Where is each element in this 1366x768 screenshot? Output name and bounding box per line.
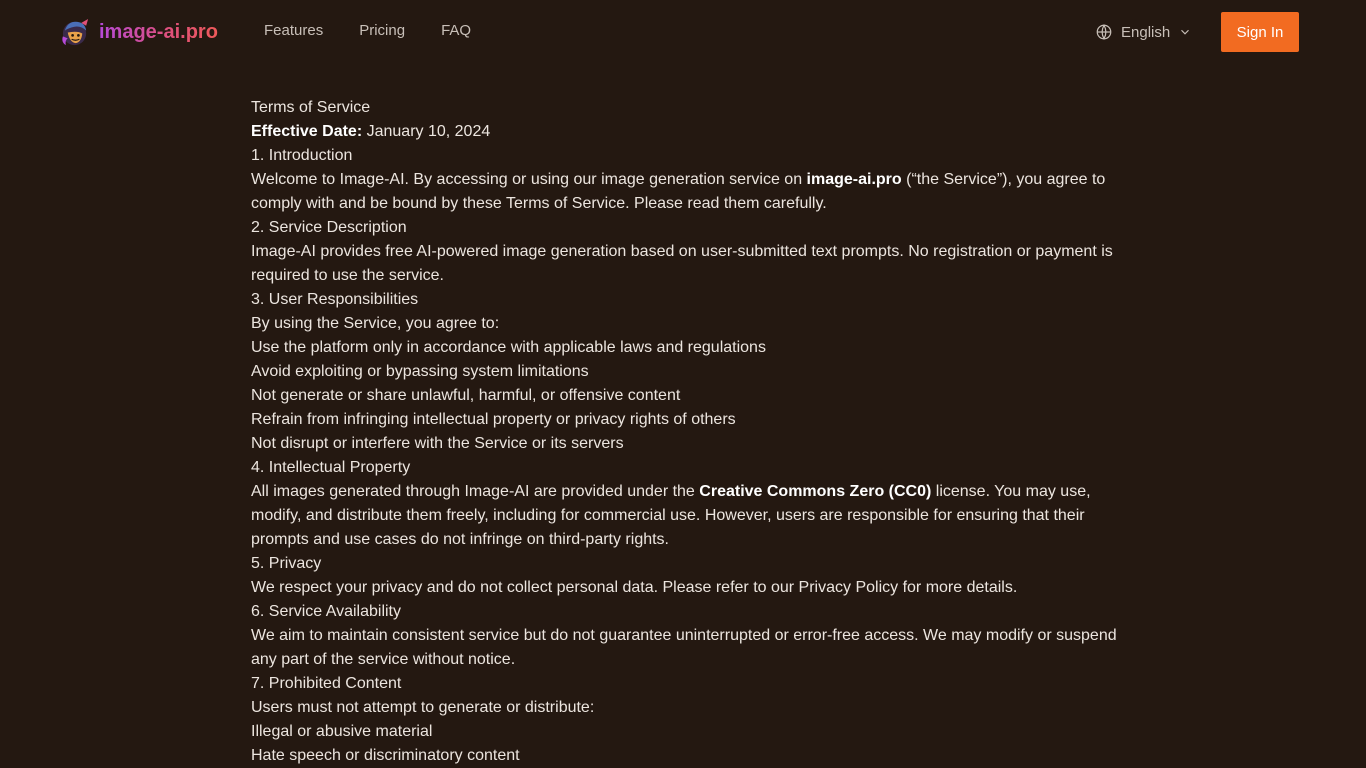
section-text-intellectual-property bbox=[251, 480, 1121, 552]
brand-name: image-ai.pro bbox=[99, 20, 218, 43]
list-item: Illegal or abusive material bbox=[251, 723, 433, 740]
intro-text-a: Welcome to Image-AI. By accessing or using our image generation service on bbox=[251, 171, 807, 188]
ip-license-name: Creative Commons Zero (CC0) bbox=[699, 483, 932, 500]
list-item: Hate speech or discriminatory content bbox=[251, 747, 520, 764]
globe-icon bbox=[1095, 23, 1113, 41]
prohibited-content-list bbox=[251, 720, 1121, 768]
nav-link-faq[interactable]: FAQ bbox=[441, 22, 472, 39]
chevron-down-icon bbox=[1178, 25, 1192, 39]
section-text-service-availability: We aim to maintain consistent service but do not guarantee uninterrupted or error-free access. We may modify or suspend any part of the service without notice. bbox=[251, 627, 1117, 668]
language-label: English bbox=[1121, 23, 1171, 41]
nav-link-features[interactable]: Features bbox=[264, 22, 324, 39]
top-navbar bbox=[0, 0, 1366, 64]
section-heading-intellectual-property: 4. Intellectual Property bbox=[251, 459, 411, 476]
effective-date bbox=[251, 120, 1121, 144]
language-selector[interactable] bbox=[1095, 21, 1192, 43]
section-heading-prohibited-content: 7. Prohibited Content bbox=[251, 675, 402, 692]
brand-logo-link[interactable] bbox=[60, 15, 218, 49]
list-item: Not disrupt or interfere with the Service or its servers bbox=[251, 435, 624, 452]
list-item: Not generate or share unlawful, harmful, or offensive content bbox=[251, 387, 681, 404]
section-heading-privacy: 5. Privacy bbox=[251, 555, 322, 572]
intro-text-b: (“the Service”), you agree to comply with and be bound by these Terms of Service. Please read them carefully. bbox=[251, 171, 1106, 212]
section-text-service-description: Image-AI provides free AI-powered image generation based on user-submitted text prompts. No registration or payment is required to use the service. bbox=[251, 243, 1113, 284]
section-heading-user-responsibilities: 3. User Responsibilities bbox=[251, 291, 419, 308]
ip-text-b: license. You may use, modify, and distribute them freely, including for commercial use. However, users are responsible for ensuring that their prompts and use cases do not infringe on third-party rights. bbox=[251, 483, 1091, 548]
section-heading-service-description: 2. Service Description bbox=[251, 219, 407, 236]
terms-content bbox=[251, 96, 1121, 768]
section-intro-user-responsibilities: By using the Service, you agree to: bbox=[251, 315, 500, 332]
page-title: Terms of Service bbox=[251, 99, 371, 116]
brand-logo-icon bbox=[60, 17, 91, 48]
effective-date-label: Effective Date: bbox=[251, 123, 363, 140]
sign-in-button[interactable]: Sign In bbox=[1221, 12, 1299, 52]
user-responsibilities-list bbox=[251, 336, 1121, 456]
intro-site-name: image-ai.pro bbox=[806, 171, 902, 188]
nav-link-pricing[interactable]: Pricing bbox=[359, 22, 406, 39]
main-nav bbox=[264, 22, 471, 39]
section-heading-service-availability: 6. Service Availability bbox=[251, 603, 401, 620]
section-text-privacy: We respect your privacy and do not collect personal data. Please refer to our Privacy Policy for more details. bbox=[251, 579, 1018, 596]
ip-text-a: All images generated through Image-AI are provided under the bbox=[251, 483, 700, 500]
list-item: Use the platform only in accordance with applicable laws and regulations bbox=[251, 339, 766, 356]
list-item: Refrain from infringing intellectual property or privacy rights of others bbox=[251, 411, 736, 428]
section-text-introduction bbox=[251, 168, 1121, 216]
effective-date-value: January 10, 2024 bbox=[362, 123, 491, 140]
section-heading-introduction: 1. Introduction bbox=[251, 147, 353, 164]
list-item: Avoid exploiting or bypassing system limitations bbox=[251, 363, 589, 380]
section-intro-prohibited-content: Users must not attempt to generate or distribute: bbox=[251, 699, 595, 716]
